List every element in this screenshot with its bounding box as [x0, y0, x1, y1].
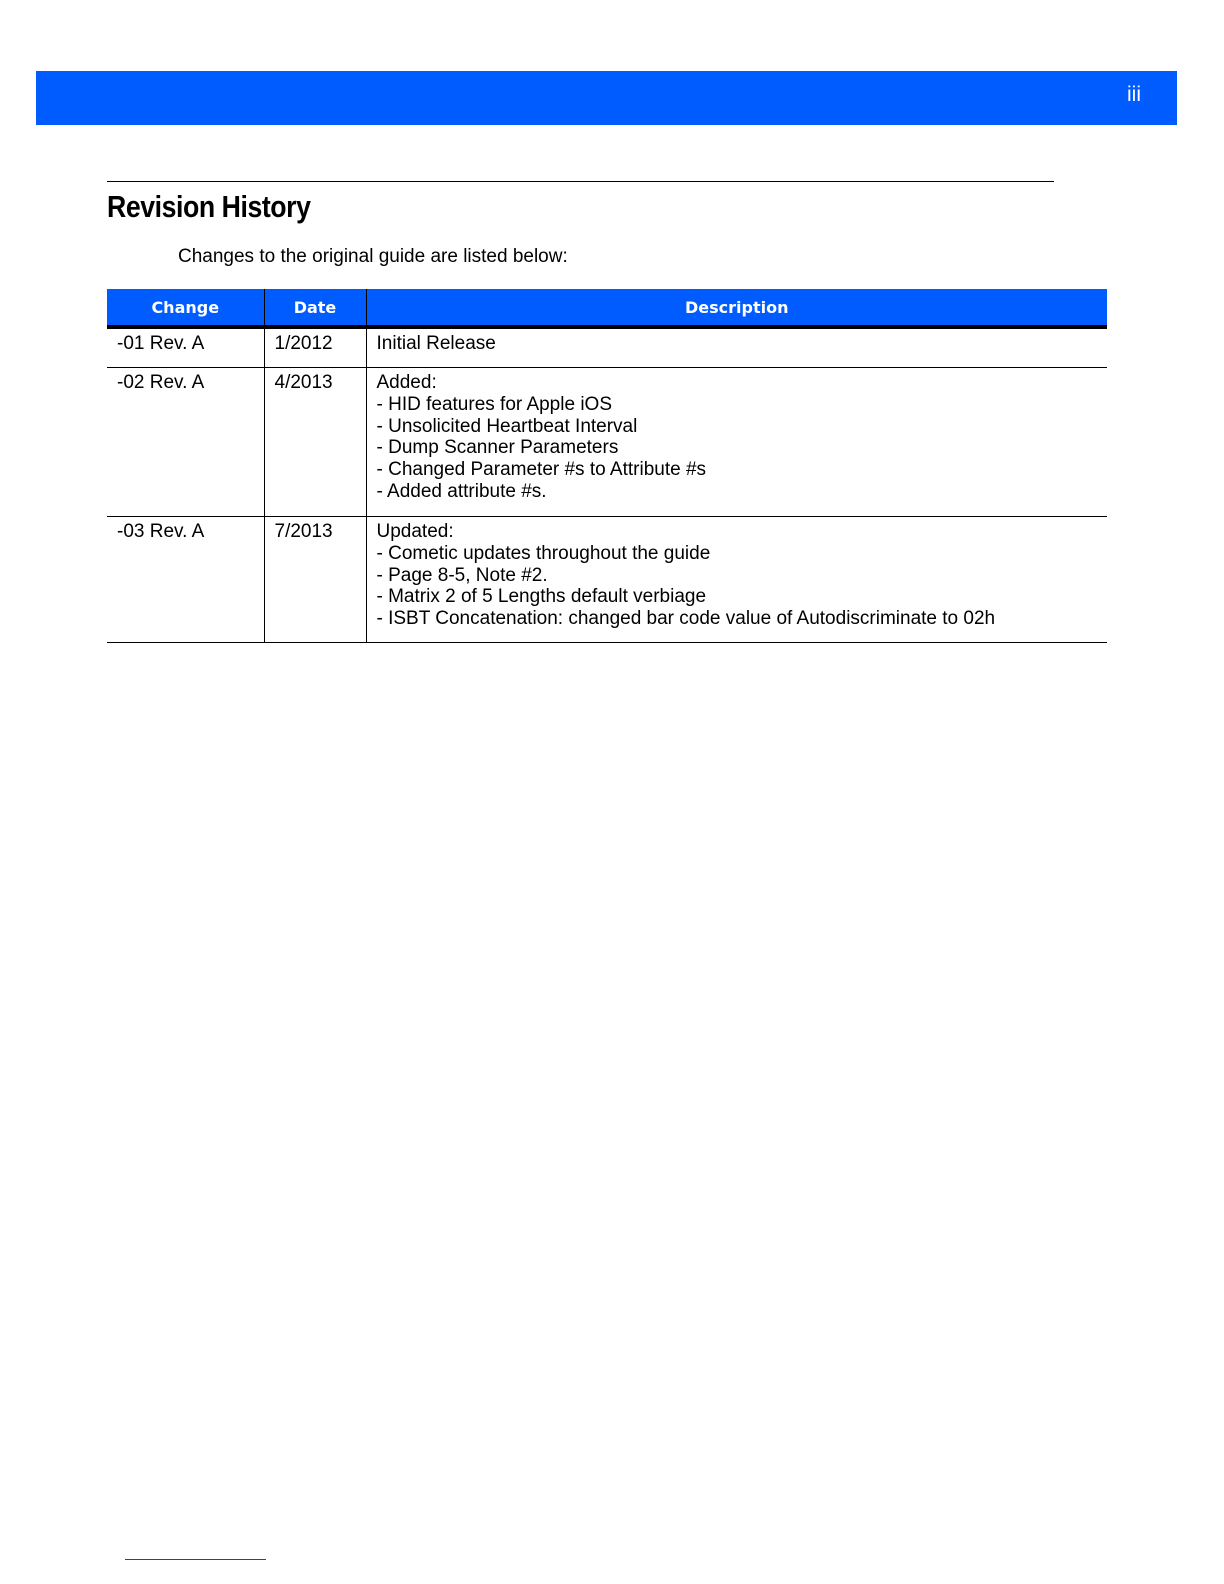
description-line: - Unsolicited Heartbeat Interval: [376, 415, 638, 437]
description-line: - Cometic updates throughout the guide: [376, 542, 711, 564]
date-cell: 7/2013: [264, 517, 366, 643]
description-cell: [366, 368, 1107, 517]
column-header-date: Date: [264, 289, 366, 327]
revision-table: [107, 289, 1107, 643]
description-line: - Page 8-5, Note #2.: [376, 564, 548, 586]
description-line: Initial Release: [376, 333, 496, 354]
description-cell: [366, 327, 1107, 368]
description-cell: [366, 517, 1107, 643]
table-row: [107, 368, 1107, 517]
description-line: - Matrix 2 of 5 Lengths default verbiage: [376, 586, 707, 608]
date-cell: 1/2012: [264, 327, 366, 368]
description-line: Added:: [376, 372, 437, 393]
section-title: Revision History: [107, 189, 311, 224]
intro-text: Changes to the original guide are listed below:: [178, 246, 568, 267]
footer-rule: [125, 1559, 266, 1560]
title-rule: [107, 181, 1054, 182]
table-row: [107, 517, 1107, 643]
change-cell: -03 Rev. A: [107, 517, 264, 643]
page-number: iii: [1127, 83, 1141, 106]
table-row: [107, 327, 1107, 368]
change-cell: -01 Rev. A: [107, 327, 264, 368]
description-line: - Added attribute #s.: [376, 480, 547, 502]
table-header-row: [107, 289, 1107, 327]
header-band: [36, 71, 1177, 125]
date-cell: 4/2013: [264, 368, 366, 517]
column-header-description: Description: [366, 289, 1107, 327]
column-header-change: Change: [107, 289, 264, 327]
change-cell: -02 Rev. A: [107, 368, 264, 517]
description-line: - Dump Scanner Parameters: [376, 437, 619, 459]
description-line: - Changed Parameter #s to Attribute #s: [376, 459, 707, 481]
description-line: Updated:: [376, 521, 454, 542]
description-line: - ISBT Concatenation: changed bar code value of Autodiscriminate to 02h: [376, 608, 996, 630]
description-line: - HID features for Apple iOS: [376, 393, 612, 415]
